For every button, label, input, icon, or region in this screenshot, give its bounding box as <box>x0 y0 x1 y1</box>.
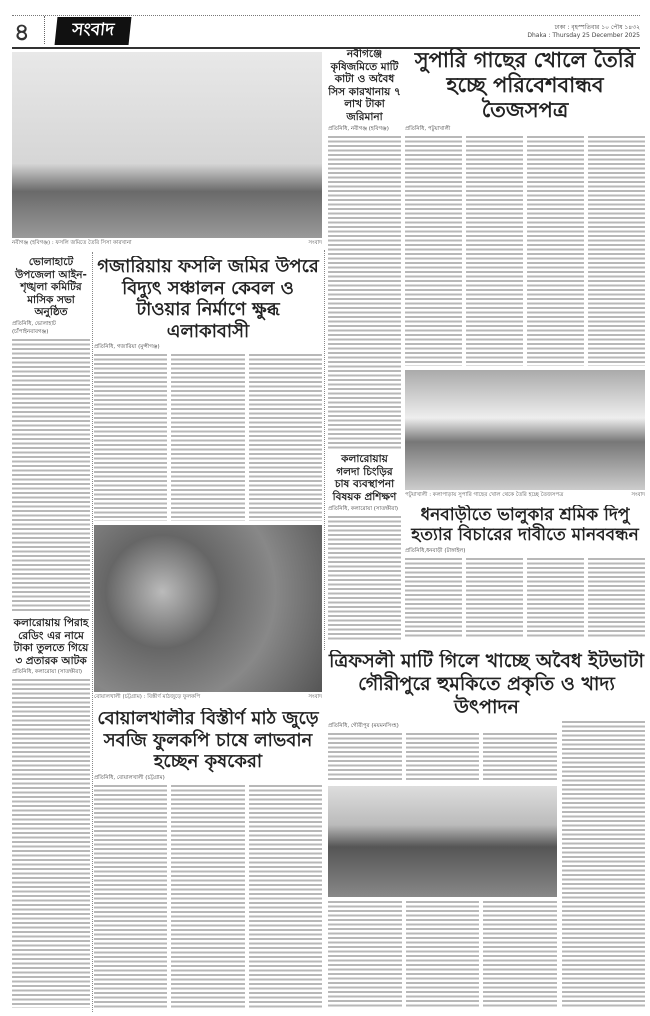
article-body-text <box>171 354 244 521</box>
article-body-text <box>328 901 402 1008</box>
headline-bholahat[interactable]: ভোলাহাটে উপজেলা আইন-শৃঙ্খলা কমিটির মাসিক সভা অনুষ্ঠিত <box>15 256 87 319</box>
photo-caption <box>12 240 322 248</box>
article-dhanbari <box>405 505 645 637</box>
article-columns <box>94 354 322 521</box>
byline-kolaroa-piracy: প্রতিনিধি, কলারোয়া (সাতক্ষীরা) <box>12 669 83 676</box>
column-divider <box>324 250 325 650</box>
article-columns <box>94 785 322 1008</box>
article-gazaria <box>94 256 322 702</box>
headline-boyalkhali[interactable]: বোয়ালখালীর বিস্তীর্ণ মাঠ জুড়ে সবজি ফুলকপি চাষে লাভবান হচ্ছেন কৃষকেরা <box>97 708 319 773</box>
byline-nabiganj: প্রতিনিধি, নবীগঞ্জ (হবিগঞ্জ) <box>328 125 389 132</box>
article-body-text <box>249 785 322 1008</box>
article-body-text <box>249 354 322 521</box>
caption-text: নবীগঞ্জ (হবিগঞ্জ) : ফসলি জমিতে তৈরি সিসা কারখানা <box>12 240 132 246</box>
article-body-text <box>483 733 557 781</box>
article-columns <box>405 136 645 366</box>
caption-text: বোয়ালখালী (চট্টগ্রাম) : বিস্তীর্ণ মাঠজুড়ে ফুলকপি <box>94 694 201 700</box>
column-divider <box>92 252 93 1012</box>
photo-cauliflower-field <box>94 525 322 692</box>
issue-date <box>527 24 640 40</box>
article-body-text <box>527 136 584 366</box>
article-body-text <box>328 136 401 450</box>
column-bholahat-kolaroa <box>12 256 90 1008</box>
date-english: Dhaka : Thursday 25 December 2025 <box>527 32 640 39</box>
article-body-text <box>588 558 645 637</box>
article-body-text <box>328 516 401 641</box>
byline-boyalkhali: প্রতিনিধি, বোয়ালখালী (চট্টগ্রাম) <box>94 774 165 781</box>
photo-credit: সংবাদ <box>308 240 322 246</box>
article-gouripur <box>328 650 645 1008</box>
photo-credit: সংবাদ <box>631 492 645 498</box>
article-body-text <box>562 721 645 1008</box>
headline-kolaroa-prawn[interactable]: কলারোয়ায় গলদা চিংড়ির চাষ ব্যবস্থাপনা বিষয়ক প্রশিক্ষণ <box>332 453 397 503</box>
photo-credit: সংবাদ <box>308 694 322 700</box>
article-body-text <box>405 136 462 366</box>
article-body-text <box>94 354 167 521</box>
photo-caption <box>94 694 322 702</box>
byline-supari: প্রতিনিধি, পটুয়াখালী <box>405 125 451 132</box>
photo-caption <box>405 492 645 500</box>
header-divider <box>44 16 45 44</box>
photo-areca-plates <box>405 370 645 490</box>
article-body-text <box>466 136 523 366</box>
article-body-text <box>406 733 480 781</box>
article-body-text <box>328 733 402 781</box>
article-body-text <box>94 785 167 1008</box>
article-body-text <box>527 558 584 637</box>
byline-gouripur: প্রতিনিধি, গৌরীপুর (ময়মনসিংহ) <box>328 723 399 730</box>
article-body-text <box>171 785 244 1008</box>
column-nabiganj-kolaroa <box>328 48 401 641</box>
byline-kolaroa-prawn: প্রতিনিধি, কলারোয়া (সাতক্ষীরা) <box>328 505 399 512</box>
article-body-text <box>406 901 480 1008</box>
article-columns <box>328 733 557 781</box>
article-supari <box>405 48 645 500</box>
article-body-text <box>466 558 523 637</box>
headline-gazaria[interactable]: গজারিয়ায় ফসলি জমির উপরে বিদ্যুৎ সঞ্চালন কেবল ও টাওয়ার নির্মাণে ক্ষুব্ধ এলাকাবাসী <box>97 256 319 342</box>
headline-gouripur[interactable]: ত্রিফসলী মাটি গিলে খাচ্ছে অবৈধ ইটভাটা গৌরীপুরে হুমকিতে প্রকৃতি ও খাদ্য উৎপাদন <box>328 650 645 718</box>
article-body-text <box>12 339 90 613</box>
photo-field-kiln <box>12 52 322 238</box>
article-columns <box>405 558 645 637</box>
article-body-text <box>483 901 557 1008</box>
byline-gazaria: প্রতিনিধি, গজারিয়া (মুন্সীগঞ্জ) <box>94 344 160 351</box>
page-number: ৪ <box>14 18 30 46</box>
article-body <box>328 721 645 1008</box>
byline-bholahat: প্রতিনিধি, ভোলাহাট (চাঁপাইনবাবগঞ্জ) <box>12 320 56 335</box>
headline-supari[interactable]: সুপারি গাছের খোলে তৈরি হচ্ছে পরিবেশবান্ধব তৈজসপত্র <box>414 48 636 123</box>
newspaper-logo: সংবাদ <box>55 17 132 45</box>
article-main-area <box>328 721 557 1008</box>
article-columns <box>328 901 557 1008</box>
byline-dhanbari: প্রতিনিধি,ধনবাড়ী (টাঙ্গাইল) <box>405 547 466 554</box>
article-body-text <box>588 136 645 366</box>
caption-text: পটুয়াখালী : কলাপাড়ায় সুপারি গাছের খোল থেকে তৈরি হচ্ছে তৈজসপত্র <box>405 492 564 498</box>
article-boyalkhali <box>94 708 322 1008</box>
header-dotted-rule <box>12 15 640 16</box>
date-bengali: ঢাকা : বৃহস্পতিবার ১০ পৌষ ১৪৩২ <box>554 24 640 31</box>
headline-dhanbari[interactable]: ধনবাড়ীতে ভালুকার শ্রমিক দিপু হত্যার বিচারের দাবীতে মানববন্ধন <box>411 505 639 546</box>
article-body-text <box>12 679 90 1008</box>
headline-nabiganj[interactable]: নবীগঞ্জে কৃষিজমিতে মাটি কাটা ও অবৈধ সিস কারখানায় ৭ লাখ টাকা জরিমানা <box>328 48 401 123</box>
top-photo-block <box>12 52 322 248</box>
photo-brick-kiln <box>328 786 557 897</box>
article-body-text <box>405 558 462 637</box>
headline-kolaroa-piracy[interactable]: কলারোয়ায় পিরাহ রেডিং এর নামে টাকা তুলতে গিয়ে ৩ প্রতারক আটক <box>13 616 89 667</box>
